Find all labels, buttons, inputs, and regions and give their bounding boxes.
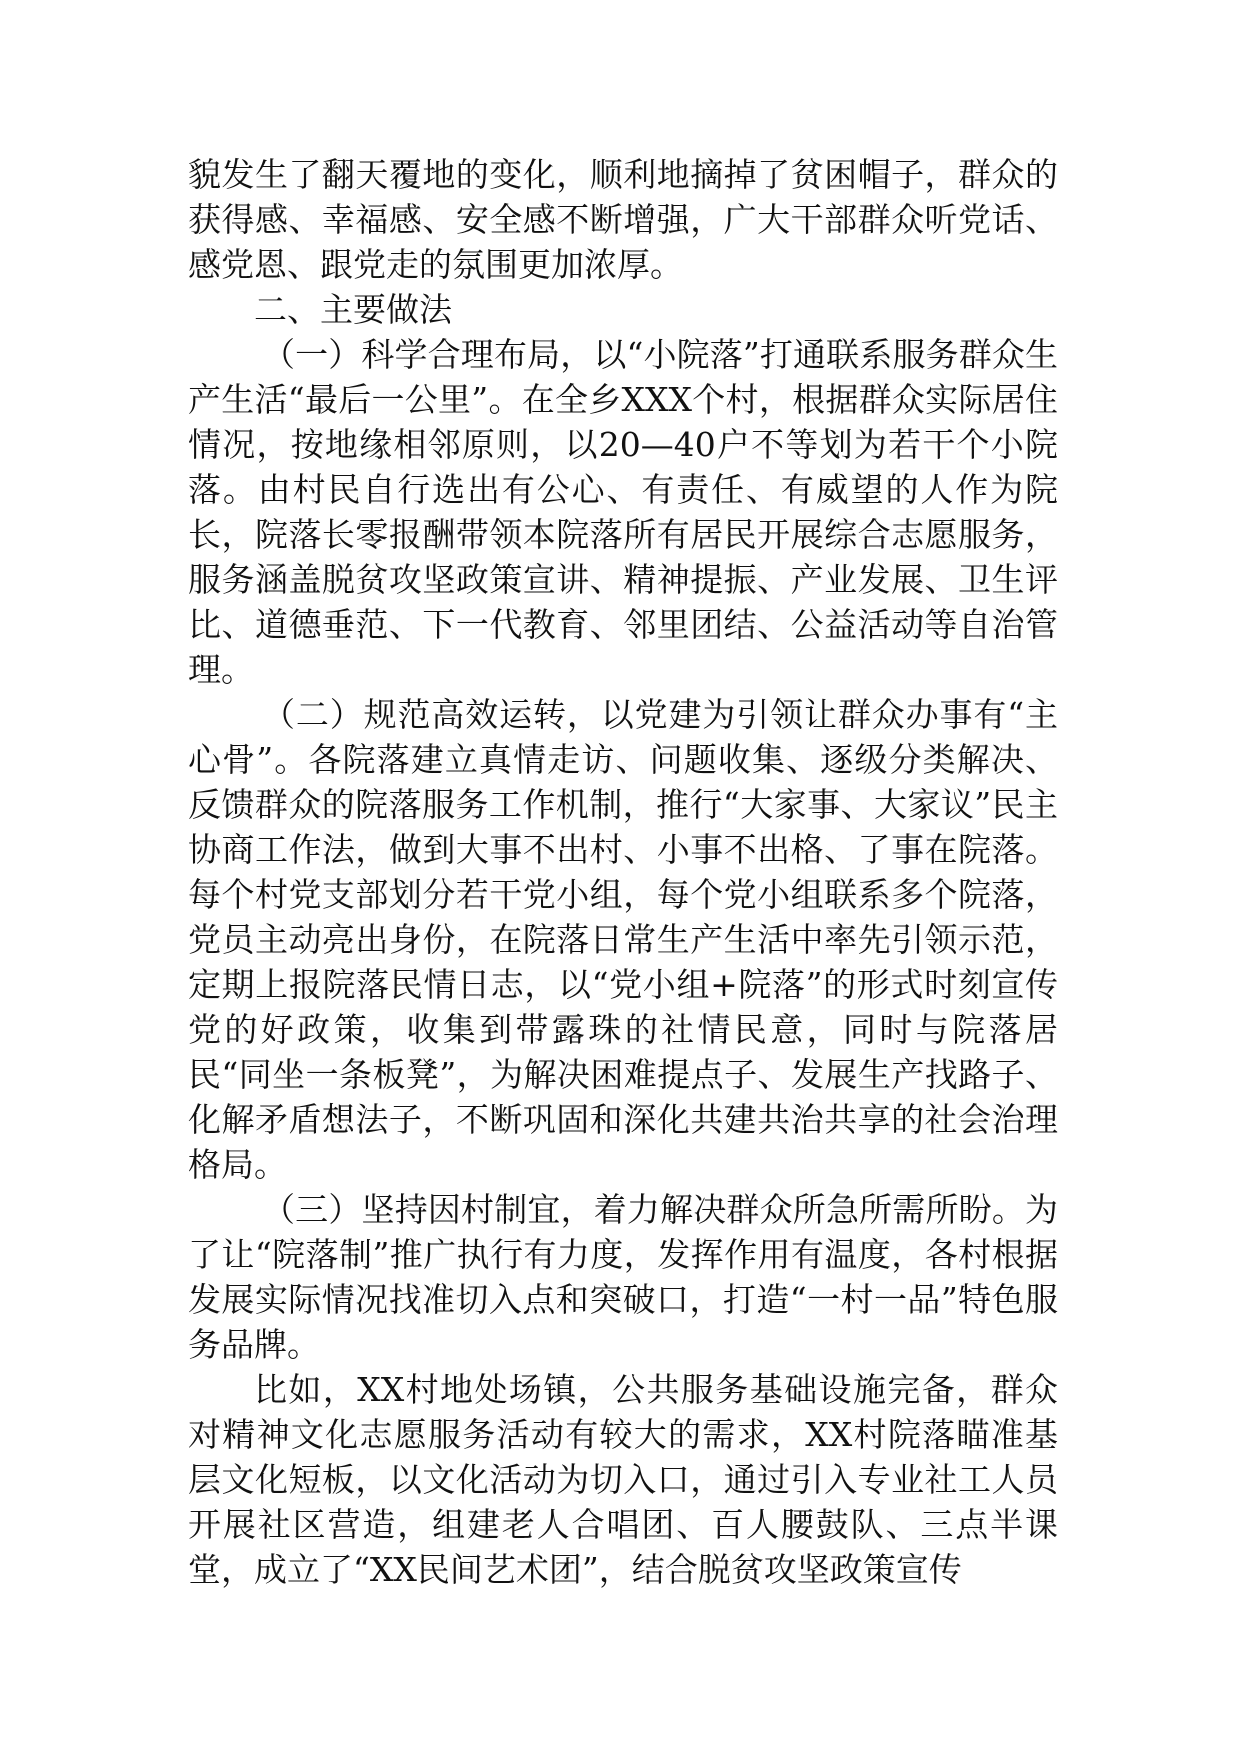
paragraph-subsection-1: （一）科学合理布局，以“小院落”打通联系服务群众生产生活“最后一公里”。在全乡XXX个村，根据群众实际居住情况，按地缘相邻原则，以20—40户不等划为若干个小院落。由村民自行选出有公心、有责任、有威望的人作为院长，院落长零报酬带领本院落所有居民开展综合志愿服务，服务涵盖脱贫攻坚政策宣讲、精神提振、产业发展、卫生评比、道德垂范、下一代教育、邻里团结、公益活动等自治管理。 <box>188 335 1058 689</box>
paragraph-continuation: 貌发生了翻天覆地的变化，顺利地摘掉了贫困帽子，群众的获得感、幸福感、安全感不断增强，广大干部群众听党话、感党恩、跟党走的氛围更加浓厚。 <box>188 155 1058 284</box>
paragraph-example: 比如，XX村地处场镇，公共服务基础设施完备，群众对精神文化志愿服务活动有较大的需求，XX村院落瞄准基层文化短板，以文化活动为切入口，通过引入专业社工人员开展社区营造，组建老人合唱团、百人腰鼓队、三点半课堂，成立了“XX民间艺术团”，结合脱贫攻坚政策宣传 <box>188 1370 1058 1589</box>
section-heading-main-practices: 二、主要做法 <box>254 290 452 329</box>
document-body <box>188 152 1058 1592</box>
paragraph-subsection-3: （三）坚持因村制宜，着力解决群众所急所需所盼。为了让“院落制”推广执行有力度，发挥作用有温度，各村根据发展实际情况找准切入点和突破口，打造“一村一品”特色服务品牌。 <box>188 1190 1058 1364</box>
paragraph-subsection-2: （二）规范高效运转，以党建为引领让群众办事有“主心骨”。各院落建立真情走访、问题收集、逐级分类解决、反馈群众的院落服务工作机制，推行“大家事、大家议”民主协商工作法，做到大事不出村、小事不出格、了事在院落。每个村党支部划分若干党小组，每个党小组联系多个院落，党员主动亮出身份，在院落日常生产生活中率先引领示范，定期上报院落民情日志，以“党小组+院落”的形式时刻宣传党的好政策，收集到带露珠的社情民意，同时与院落居民“同坐一条板凳”，为解决困难提点子、发展生产找路子、化解矛盾想法子，不断巩固和深化共建共治共享的社会治理格局。 <box>188 695 1058 1184</box>
